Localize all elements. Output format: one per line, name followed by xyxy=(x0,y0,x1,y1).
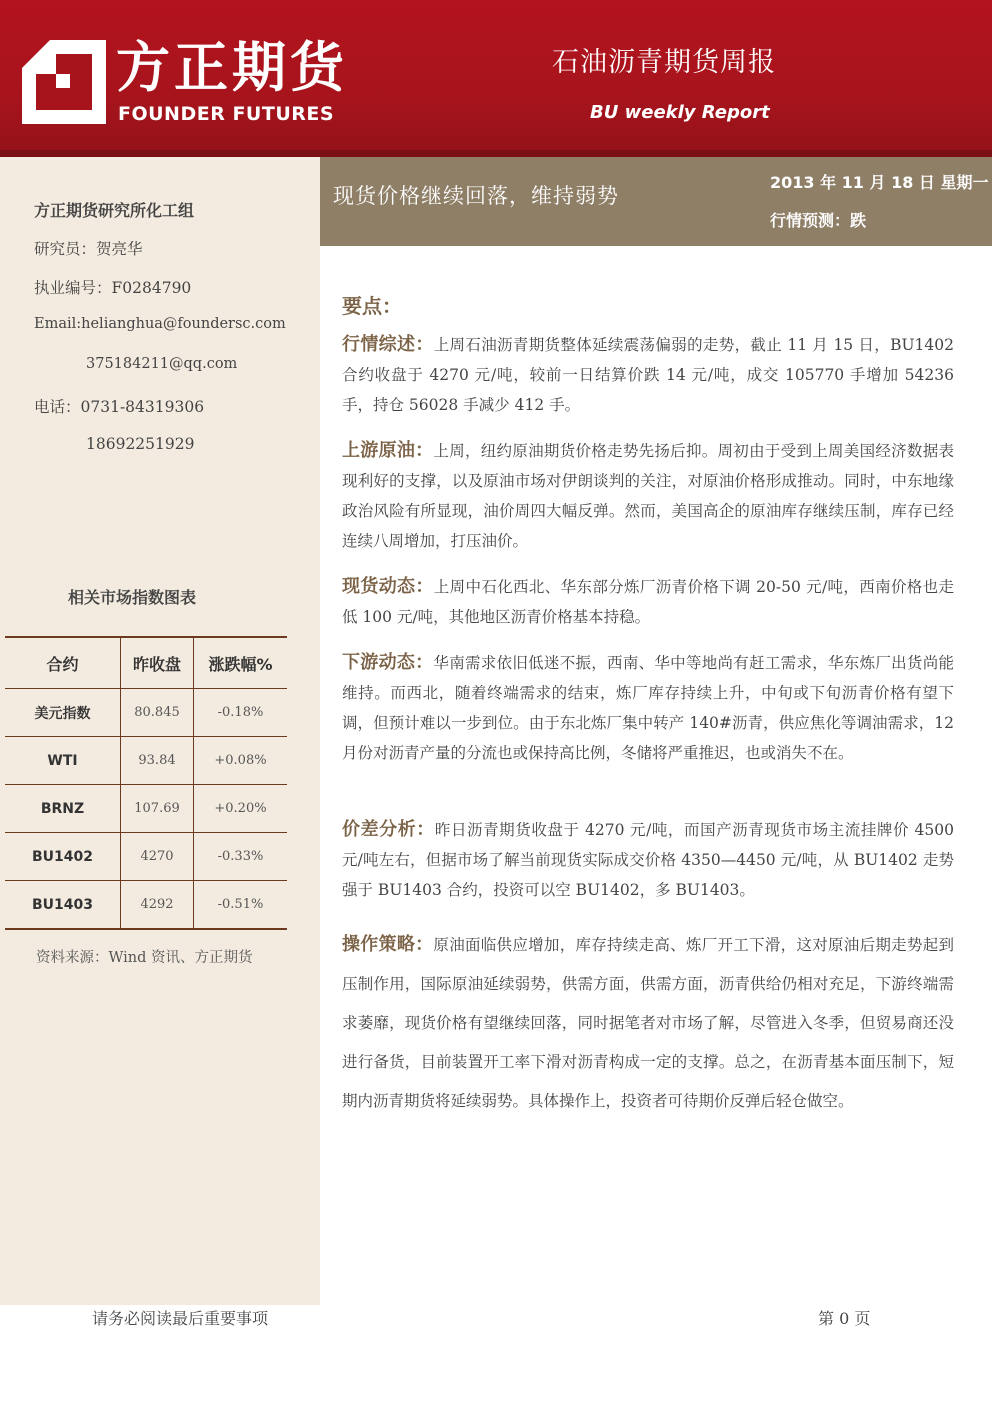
section-text: 原油面临供应增加，库存持续走高、炼厂开工下滑，这对原油后期走势起到压制作用，国际原油延续弱势，供需方面，供需方面，沥青供给仍相对充足，下游终端需求萎靡，现货价格有望继续回落，同时据笔者对市场了解，尽管进入冬季，但贸易商还没进行备货，目前装置开工率下滑对沥青构成一定的支撑。总之，在沥青基本面压制下，短期内沥青期货将延续弱势。具体操作上，投资者可待期价反弹后轻仓做空。 xyxy=(342,936,954,1110)
contract-cell: BU1403 xyxy=(5,881,121,930)
section-strategy xyxy=(342,925,954,1121)
market-index-table xyxy=(5,636,287,930)
section-label: 现货动态： xyxy=(342,576,434,597)
email-link[interactable]: Email:helianghua@foundersc.com xyxy=(34,316,286,332)
section-upstream-crude xyxy=(342,436,954,556)
footer-notice: 请务必阅读最后重要事项 xyxy=(92,1309,269,1328)
section-spot-dynamics xyxy=(342,572,954,632)
founder-logo-icon xyxy=(22,40,106,124)
change-cell: -0.51% xyxy=(194,881,288,930)
change-cell: +0.08% xyxy=(194,737,288,785)
report-title: 石油沥青期货周报 xyxy=(552,47,776,78)
section-label: 操作策略： xyxy=(342,934,434,955)
report-date: 2013 年 11 月 18 日 星期一 xyxy=(770,173,989,192)
table-row xyxy=(5,689,287,737)
table-row xyxy=(5,785,287,833)
close-cell: 4292 xyxy=(121,881,194,930)
logo-english-name: FOUNDER FUTURES xyxy=(118,103,335,125)
page-number: 第 0 页 xyxy=(818,1309,871,1328)
section-text: 上周，纽约原油期货价格走势先扬后抑。周初由于受到上周美国经济数据表现利好的支撑，以及原油市场对伊朗谈判的关注，对原油价格形成推动。同时，中东地缘政治风险有所显现，油价周四大幅反弹。然而，美国高企的原油库存继续压制，库存已经连续八周增加，打压油价。 xyxy=(342,442,954,550)
section-label: 价差分析： xyxy=(342,819,435,840)
market-table-title: 相关市场指数图表 xyxy=(68,588,197,607)
close-cell: 80.845 xyxy=(121,689,194,737)
contract-cell: WTI xyxy=(5,737,121,785)
contract-cell: BRNZ xyxy=(5,785,121,833)
change-cell: +0.20% xyxy=(194,785,288,833)
contract-cell: BU1402 xyxy=(5,833,121,881)
close-cell: 107.69 xyxy=(121,785,194,833)
section-downstream xyxy=(342,648,954,768)
data-source: 资料来源：Wind 资讯、方正期货 xyxy=(36,950,253,966)
key-points-heading: 要点： xyxy=(342,294,402,318)
market-forecast: 行情预测：跌 xyxy=(770,211,867,230)
close-cell: 4270 xyxy=(121,833,194,881)
report-subtitle: BU weekly Report xyxy=(590,102,770,123)
section-text: 上周中石化西北、华东部分炼厂沥青价格下调 20-50 元/吨，西南价格也走低 100 元/吨，其他地区沥青价格基本持稳。 xyxy=(342,578,955,626)
section-text: 上周石油沥青期货整体延续震荡偏弱的走势，截止 11 月 15 日，BU1402 合约收盘于 4270 元/吨，较前一日结算价跌 14 元/吨，成交 105770 手增加 54236 手，持仓 56028 手减少 412 手。 xyxy=(342,336,954,414)
logo-chinese-name: 方正期货 xyxy=(116,36,348,99)
license-number: 执业编号：F0284790 xyxy=(34,279,192,297)
section-label: 行情综述： xyxy=(342,334,434,355)
phone-number: 电话：0731-84319306 xyxy=(34,398,205,416)
section-spread-analysis xyxy=(342,815,954,905)
section-label: 下游动态： xyxy=(342,652,434,673)
change-cell: -0.18% xyxy=(194,689,288,737)
section-text: 华南需求依旧低迷不振，西南、华中等地尚有赶工需求，华东炼厂出货尚能维持。而西北，随着终端需求的结束，炼厂库存持续上升，中旬或下旬沥青价格有望下调，但预计难以一步到位。由于东北炼厂集中转产 140#沥青，供应焦化等调油需求，12 月份对沥青产量的分流也或保持高比例，冬储将严重推迟，也或消失不在。 xyxy=(342,654,954,762)
close-cell: 93.84 xyxy=(121,737,194,785)
research-group: 方正期货研究所化工组 xyxy=(34,201,195,220)
report-headline: 现货价格继续回落，维持弱势 xyxy=(333,184,619,208)
email-link-secondary[interactable]: 375184211@qq.com xyxy=(86,356,238,372)
section-text: 昨日沥青期货收盘于 4270 元/吨，而国产沥青现货市场主流挂牌价 4500 元/吨左右，但据市场了解当前现货实际成交价格 4350—4450 元/吨，从 BU1402 走势强于 BU1403 合约，投资可以空 BU1402，多 BU1403。 xyxy=(342,821,954,899)
table-row xyxy=(5,833,287,881)
column-header: 合约 xyxy=(5,637,121,689)
section-market-review xyxy=(342,330,954,420)
contract-cell: 美元指数 xyxy=(5,689,121,737)
column-header: 涨跌幅% xyxy=(194,637,288,689)
table-row xyxy=(5,881,287,930)
mobile-number: 18692251929 xyxy=(86,435,195,453)
table-header-row xyxy=(5,637,287,689)
change-cell: -0.33% xyxy=(194,833,288,881)
column-header: 昨收盘 xyxy=(121,637,194,689)
section-label: 上游原油： xyxy=(342,440,434,461)
researcher-name: 研究员：贺亮华 xyxy=(34,240,143,258)
table-row xyxy=(5,737,287,785)
header-divider xyxy=(0,150,992,157)
